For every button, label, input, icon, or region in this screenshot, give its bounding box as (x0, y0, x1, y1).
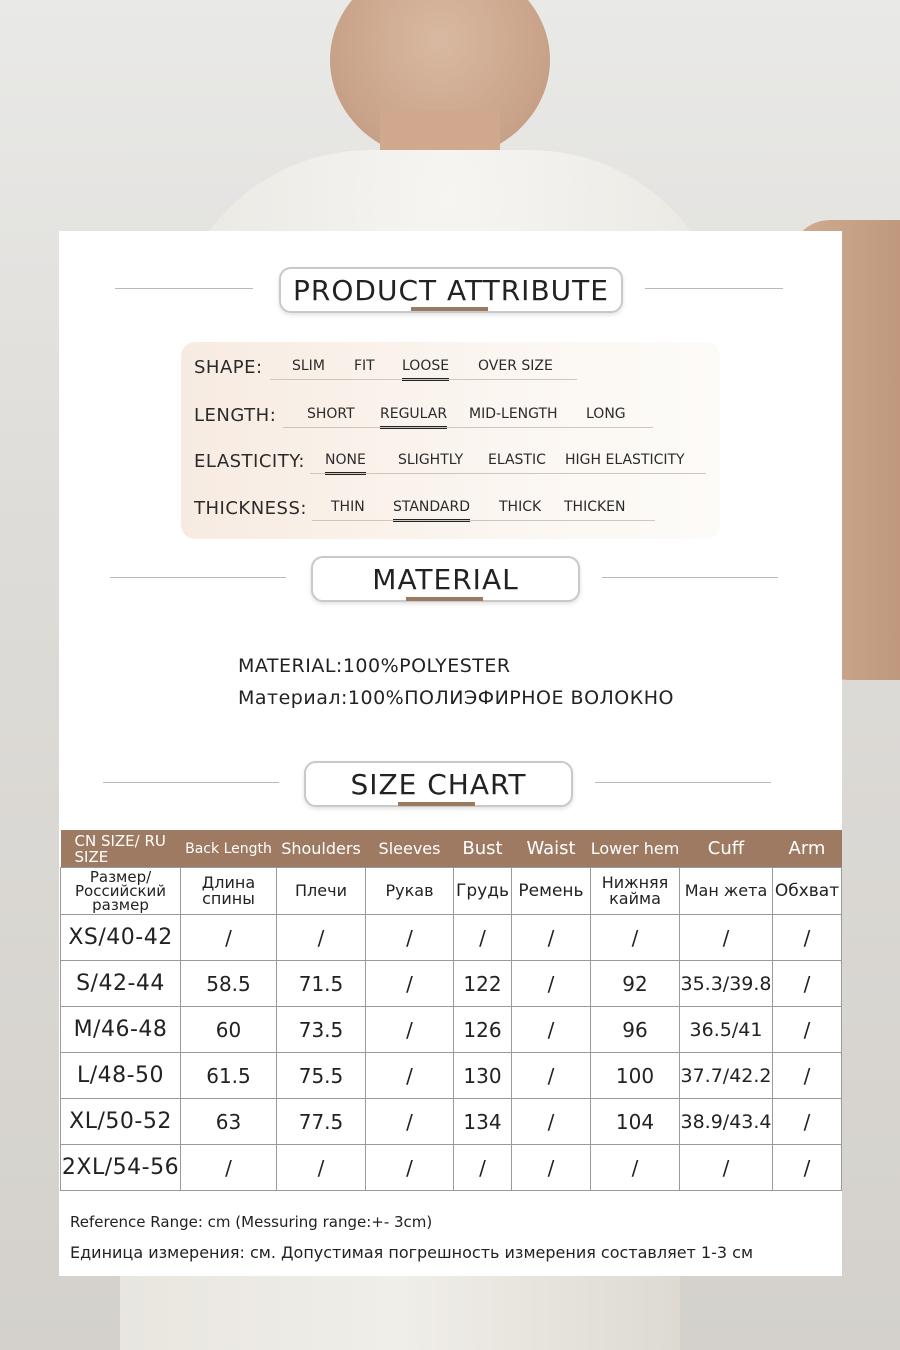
col-header: Lower hem (591, 830, 680, 868)
col-header-ru: Обхват (773, 868, 842, 915)
col-header: Cuff (680, 830, 773, 868)
measure-cell: / (454, 1145, 512, 1191)
measure-cell: 96 (591, 1007, 680, 1053)
measure-cell: / (454, 915, 512, 961)
measure-cell: 77.5 (277, 1099, 366, 1145)
measure-cell: 75.5 (277, 1053, 366, 1099)
size-cell: L/48-50 (61, 1053, 181, 1099)
measure-cell: / (181, 915, 277, 961)
attr-option: THICKEN (564, 499, 626, 515)
measure-cell: / (591, 1145, 680, 1191)
measure-cell: / (773, 1099, 842, 1145)
attr-underline (283, 427, 653, 428)
size-chart-title: SIZE CHART (304, 761, 573, 807)
table-row (61, 1099, 842, 1145)
measure-cell: / (277, 915, 366, 961)
size-cell: XS/40-42 (61, 915, 181, 961)
attr-option: FIT (354, 358, 375, 374)
attr-underline (270, 379, 577, 380)
col-header: Bust (454, 830, 512, 868)
size-cell: XL/50-52 (61, 1099, 181, 1145)
attr-option: SLIM (292, 358, 325, 374)
measure-cell: 36.5/41 (680, 1007, 773, 1053)
measure-cell: / (591, 915, 680, 961)
col-header-ru: Размер/ Российский размер (61, 868, 181, 915)
measure-cell: / (773, 1145, 842, 1191)
measure-cell: / (773, 961, 842, 1007)
col-header: Shoulders (277, 830, 366, 868)
measure-cell: 92 (591, 961, 680, 1007)
attr-option: SHORT (307, 406, 355, 422)
measure-cell: / (366, 961, 454, 1007)
col-header-ru: Ман жета (680, 868, 773, 915)
measure-cell: / (512, 1007, 591, 1053)
measure-cell: / (366, 1053, 454, 1099)
measure-cell: 73.5 (277, 1007, 366, 1053)
measure-cell: 35.3/39.8 (680, 961, 773, 1007)
measure-cell: / (366, 915, 454, 961)
divider-line (115, 288, 253, 289)
attr-label-shape: SHAPE: (194, 357, 263, 378)
col-header-ru: Длина спины (181, 868, 277, 915)
measure-cell: / (277, 1145, 366, 1191)
table-header-ru-row (61, 868, 842, 915)
col-header: Sleeves (366, 830, 454, 868)
col-header-ru: Рукав (366, 868, 454, 915)
reference-range-note: Reference Range: cm (Messuring range:+- 3cm) (70, 1213, 433, 1231)
measure-cell: / (512, 961, 591, 1007)
measure-cell: 38.9/43.4 (680, 1099, 773, 1145)
measure-cell: / (512, 1099, 591, 1145)
attr-underline (310, 473, 706, 474)
material-title: MATERIAL (311, 556, 580, 602)
measure-cell: / (512, 1145, 591, 1191)
measure-cell: 134 (454, 1099, 512, 1145)
attr-label-thickness: THICKNESS: (194, 498, 307, 519)
measure-cell: / (773, 1007, 842, 1053)
measure-cell: / (366, 1099, 454, 1145)
divider-line (602, 577, 778, 578)
size-cell: M/46-48 (61, 1007, 181, 1053)
measure-cell: / (181, 1145, 277, 1191)
measure-cell: 100 (591, 1053, 680, 1099)
table-row (61, 1007, 842, 1053)
table-row (61, 1053, 842, 1099)
measure-cell: / (366, 1145, 454, 1191)
measure-cell: 104 (591, 1099, 680, 1145)
measure-cell: 122 (454, 961, 512, 1007)
measure-cell: / (680, 1145, 773, 1191)
table-row (61, 961, 842, 1007)
attr-option: LONG (586, 406, 626, 422)
divider-line (645, 288, 783, 289)
attr-underline (312, 520, 655, 521)
material-russian: Материал:100%ПОЛИЭФИРНОЕ ВОЛОКНО (238, 687, 674, 709)
measure-cell: / (773, 915, 842, 961)
attr-option: MID-LENGTH (469, 406, 558, 422)
attributes-title: PRODUCT ATTRIBUTE (279, 267, 623, 313)
measure-cell: 61.5 (181, 1053, 277, 1099)
measure-cell: / (512, 1053, 591, 1099)
col-header: Waist (512, 830, 591, 868)
measure-cell: / (680, 915, 773, 961)
measure-cell: 37.7/42.2 (680, 1053, 773, 1099)
measure-cell: 130 (454, 1053, 512, 1099)
attr-option-selected: NONE (325, 452, 366, 468)
table-header-row (61, 830, 842, 868)
measure-cell: 126 (454, 1007, 512, 1053)
attr-option: HIGH ELASTICITY (565, 452, 685, 468)
table-row (61, 915, 842, 961)
attr-option-selected: REGULAR (380, 406, 448, 422)
divider-line (595, 782, 771, 783)
attr-label-elasticity: ELASTICITY: (194, 451, 305, 472)
attr-option-selected: LOOSE (402, 358, 450, 374)
measure-cell: 60 (181, 1007, 277, 1053)
title-accent-bar (406, 597, 483, 601)
table-row (61, 1145, 842, 1191)
attr-option-selected: STANDARD (393, 499, 471, 515)
title-accent-bar (411, 307, 488, 311)
divider-line (110, 577, 286, 578)
col-header-ru: Плечи (277, 868, 366, 915)
divider-line (103, 782, 279, 783)
measure-cell: 71.5 (277, 961, 366, 1007)
size-chart-table (60, 830, 842, 1191)
attr-option: THIN (331, 499, 365, 515)
attr-label-length: LENGTH: (194, 405, 277, 426)
size-cell: S/42-44 (61, 961, 181, 1007)
col-header: Arm (773, 830, 842, 868)
attr-option: OVER SIZE (478, 358, 553, 374)
col-header-ru: Ремень (512, 868, 591, 915)
attr-option: SLIGHTLY (398, 452, 464, 468)
measure-cell: 63 (181, 1099, 277, 1145)
measure-cell: / (773, 1053, 842, 1099)
measurement-note-ru: Единица измерения: см. Допустимая погрешность измерения составляет 1-3 см (70, 1243, 754, 1262)
col-header: Back Length (181, 830, 277, 868)
measure-cell: / (366, 1007, 454, 1053)
title-accent-bar (398, 802, 475, 806)
col-header: CN SIZE/ RU SIZE (61, 830, 181, 868)
attr-option: ELASTIC (488, 452, 546, 468)
measure-cell: 58.5 (181, 961, 277, 1007)
measure-cell: / (512, 915, 591, 961)
col-header-ru: Грудь (454, 868, 512, 915)
attr-option: THICK (499, 499, 542, 515)
col-header-ru: Нижняя кайма (591, 868, 680, 915)
size-cell: 2XL/54-56 (61, 1145, 181, 1191)
material-english: MATERIAL:100%POLYESTER (238, 655, 511, 677)
